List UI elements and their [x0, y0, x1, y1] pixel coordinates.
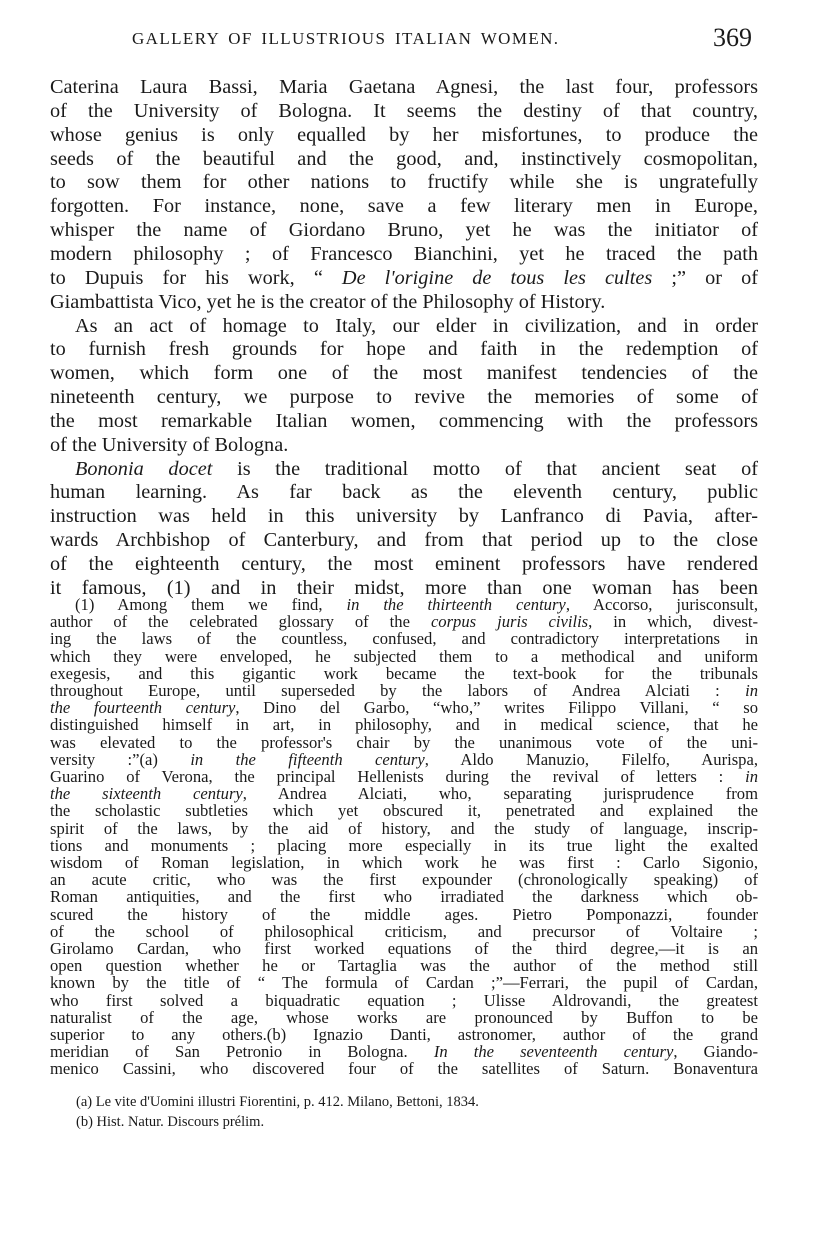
body-line: seeds of the beautiful and the good, and, instinctively cosmopolitan,	[50, 147, 758, 170]
footnote-line: Girolamo Cardan, who first worked equations of the third degree,—it is an	[50, 939, 758, 958]
footnote-line: (1) Among them we find, in the thirteenth century, Accorso, jurisconsult,	[75, 595, 758, 614]
footnote-line: author of the celebrated glossary of the corpus juris civilis, in which, divest-	[50, 612, 759, 632]
body-line: instruction was held in this university by Lanfranco di Pavia, after-	[50, 505, 758, 528]
footnote-line: open question whether he or Tartaglia was the author of the method still	[50, 956, 758, 976]
footnote-line: spirit of the laws, by the aid of history, and the study of language, inscrip-	[50, 818, 758, 838]
footnote-line: naturalist of the age, whose works are pronounced by Buffon to be	[50, 1007, 758, 1027]
footnote-line: the scholastic subtleties which yet obscured it, penetrated and explained the	[50, 801, 758, 821]
footnote-line: Guarino of Verona, the principal Hellenists during the revival of letters : in	[50, 767, 758, 786]
body-line: women, which form one of the most manifest tendencies of the	[50, 362, 758, 385]
body-line: nineteenth century, we purpose to revive the memories of some of	[50, 386, 758, 409]
body-line: the most remarkable Italian women, commencing with the professors	[50, 409, 758, 432]
page-number: 369	[713, 23, 752, 52]
footnote-line: superior to any others.(b) Ignazio Danti, astronomer, author of the grand	[50, 1025, 758, 1044]
footnote-line: was elevated to the professor's chair by the unanimous vote of the uni-	[50, 732, 758, 752]
body-line: wards Archbishop of Canterbury, and from that period up to the close	[50, 529, 758, 552]
footnote-line: known by the title of “ The formula of Cardan ;”—Ferrari, the pupil of Cardan,	[50, 973, 758, 993]
body-line: whisper the name of Giordano Bruno, yet he was the initiator of	[50, 219, 758, 242]
footnote-line: which they were enveloped, he subjected them to a methodical and uniform	[50, 646, 758, 666]
running-title: GALLERY OF ILLUSTRIOUS ITALIAN WOMEN.	[132, 29, 560, 48]
sub-note: (b) Hist. Natur. Discours prélim.	[76, 1114, 265, 1130]
body-line: Bononia docet is the traditional motto of that ancient seat of	[75, 457, 759, 480]
footnote-line: the fourteenth century, Dino del Garbo, “who,” writes Filippo Villani, “ so	[50, 698, 758, 718]
footnote-line: throughout Europe, until superseded by the labors of Andrea Alciati : in	[50, 681, 758, 700]
footnote-line: an acute critic, who was the first expounder (chronologically speaking) of	[50, 870, 758, 890]
body-line: to furnish fresh grounds for hope and faith in the redemption of	[50, 338, 758, 361]
footnote-line: the sixteenth century, Andrea Alciati, who, separating jurisprudence from	[50, 784, 759, 804]
body-line: of the University of Bologna.	[50, 433, 289, 456]
footnote-line: menico Cassini, who discovered four of the satellites of Saturn. Bonaventura	[50, 1059, 758, 1079]
body-line: modern philosophy ; of Francesco Bianchini, yet he traced the path	[50, 242, 758, 265]
body-line: of the eighteenth century, the most eminent professors have rendered	[50, 553, 758, 575]
sub-note: (a) Le vite d'Uomini illustri Fiorentini, p. 412. Milano, Bettoni, 1834.	[76, 1094, 479, 1110]
footnote-line: wisdom of Roman legislation, in which work he was first : Carlo Sigonio,	[50, 853, 758, 872]
running-header	[0, 25, 831, 55]
body-line: Giambattista Vico, yet he is the creator of the Philosophy of History.	[50, 290, 606, 313]
body-line: Caterina Laura Bassi, Maria Gaetana Agnesi, the last four, professors	[50, 76, 758, 98]
footnote-line: tions and monuments ; placing more especially in its true light the exalted	[50, 835, 758, 855]
footnote-line: meridian of San Petronio in Bologna. In the seventeenth century, Giando-	[50, 1042, 758, 1062]
body-line: of the University of Bologna. It seems the destiny of that country,	[50, 99, 758, 122]
footnote-line: ing the laws of the countless, confused, and contradictory interpretations in	[50, 629, 758, 649]
footnote-line: Roman antiquities, and the first who irradiated the darkness which ob-	[50, 887, 758, 907]
body-line: forgotten. For instance, none, save a few literary men in Europe,	[50, 195, 758, 218]
footnote-line: scured the history of the middle ages. Pietro Pomponazzi, founder	[50, 904, 758, 924]
footnote-line: who first solved a biquadratic equation ; Ulisse Aldrovandi, the greatest	[50, 990, 758, 1010]
body-line: to Dupuis for his work, “ De l'origine de tous les cultes ;” or of	[50, 266, 758, 289]
body-line: human learning. As far back as the eleventh century, public	[50, 481, 758, 504]
body-line: whose genius is only equalled by her misfortunes, to produce the	[50, 123, 758, 146]
body-line: As an act of homage to Italy, our elder in civilization, and in order	[75, 314, 758, 337]
body-line: it famous, (1) and in their midst, more than one woman has been	[50, 576, 758, 599]
footnote-line: distinguished himself in art, in philosophy, and in medical science, that he	[50, 715, 758, 735]
footnote-line: of the school of philosophical criticism, and precursor of Voltaire ;	[50, 921, 758, 941]
body-line: to sow them for other nations to fructify while she is ungratefully	[50, 171, 758, 194]
footnote-line: exegesis, and this gigantic work became the text-book for the tribunals	[50, 663, 758, 683]
footnote-line: versity :”(a) in the fifteenth century, Aldo Manuzio, Filelfo, Aurispa,	[50, 749, 758, 769]
